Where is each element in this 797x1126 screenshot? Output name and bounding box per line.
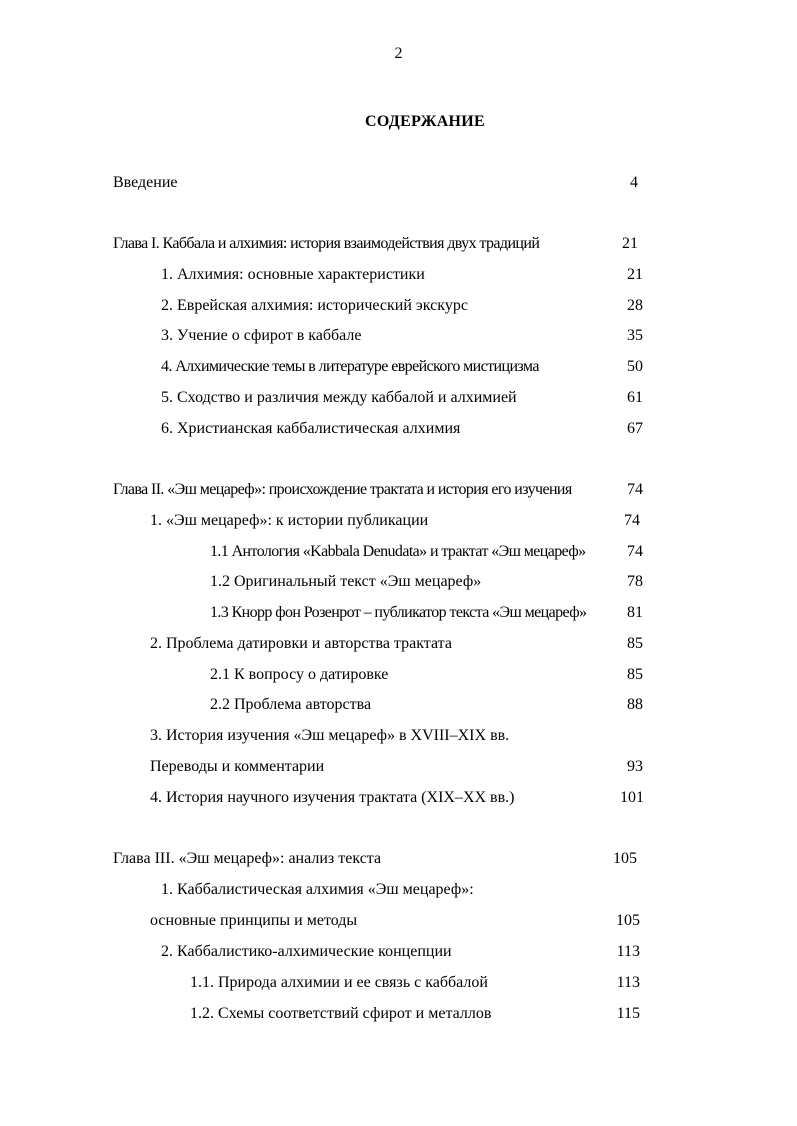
toc-entry-page: 78 [627, 573, 643, 590]
toc-entry-label: 1. «Эш мецареф»: к истории публикации [150, 512, 429, 529]
toc-entry-page: 115 [616, 1005, 640, 1022]
toc-entry[interactable] [210, 542, 586, 562]
toc-entry[interactable] [150, 911, 357, 931]
toc-entry-label: 4. История научного изучения трактата (XIX–XX вв.) [150, 789, 515, 806]
toc-entry-label: 1.2. Схемы соответствий сфирот и металлов [190, 1005, 492, 1022]
toc-chapter[interactable] [113, 480, 572, 500]
toc-entry-page: 50 [627, 358, 643, 375]
toc-entry-label: 3. История изучения «Эш мецареф» в XVIII–XIX вв. [150, 727, 510, 744]
toc-entry-page: 74 [624, 512, 640, 529]
toc-entry[interactable] [161, 326, 362, 346]
toc-entry[interactable] [190, 1004, 491, 1024]
toc-entry-label: основные принципы и методы [150, 912, 358, 929]
toc-chapter[interactable] [113, 849, 381, 869]
toc-entry-label: 1.3 Кнорр фон Розенрот – публикатор текста «Эш мецареф» [210, 604, 587, 621]
toc-entry-label: 2.1 К вопросу о датировке [210, 666, 389, 683]
toc-entry[interactable] [210, 603, 586, 623]
toc-entry-page: 28 [627, 297, 643, 314]
toc-entry[interactable] [210, 695, 371, 715]
toc-entry-label: Переводы и комментарии [150, 758, 325, 775]
toc-entry-page: 105 [616, 912, 640, 929]
toc-entry-page: 85 [627, 635, 643, 652]
toc-entry-page: 35 [627, 327, 643, 344]
toc-entry[interactable] [150, 511, 428, 531]
toc-entry-label: 3. Учение о сфирот в каббале [161, 327, 362, 344]
toc-entry[interactable] [161, 419, 460, 439]
toc-entry[interactable] [190, 973, 488, 993]
page-number: 2 [394, 45, 403, 62]
toc-entry-label: 2.2 Проблема авторства [210, 696, 372, 713]
toc-entry-page: 93 [627, 758, 643, 775]
toc-entry[interactable] [113, 173, 178, 193]
toc-entry-page: 74 [627, 543, 643, 560]
toc-entry[interactable] [161, 357, 539, 377]
toc-entry[interactable] [161, 296, 468, 316]
toc-entry-label: 1.1 Антология «Kabbala Denudata» и трактат «Эш мецареф» [210, 543, 586, 560]
toc-entry-page: 101 [620, 789, 644, 806]
toc-entry-label: 2. Каббалистико-алхимические концепции [161, 943, 452, 960]
toc-entry-page: 74 [627, 481, 643, 498]
toc-entry[interactable] [210, 572, 481, 592]
toc-entry-page: 21 [627, 266, 643, 283]
toc-entry-label: 1. Алхимия: основные характеристики [161, 266, 425, 283]
toc-entry-label: 6. Христианская каббалистическая алхимия [161, 420, 461, 437]
toc-entry[interactable] [150, 726, 509, 746]
toc-entry[interactable] [150, 757, 324, 777]
toc-entry[interactable] [210, 665, 388, 685]
toc-entry-page: 4 [630, 174, 638, 191]
toc-entry-label: Глава II. «Эш мецареф»: происхождение трактата и история его изучения [113, 481, 572, 498]
toc-entry[interactable] [161, 265, 425, 285]
toc-entry-label: 4. Алхимические темы в литературе еврейского мистицизма [161, 358, 539, 375]
toc-entry[interactable] [150, 788, 515, 808]
toc-entry-page: 21 [622, 235, 638, 252]
toc-entry[interactable] [150, 634, 452, 654]
toc-entry-page: 61 [627, 389, 643, 406]
toc-entry[interactable] [161, 942, 452, 962]
page-title: СОДЕРЖАНИЕ [364, 113, 486, 130]
toc-entry-label: 5. Сходство и различия между каббалой и алхимией [161, 389, 517, 406]
toc-entry-page: 105 [613, 850, 637, 867]
toc-entry-label: Глава III. «Эш мецареф»: анализ текста [113, 850, 382, 867]
toc-entry-page: 85 [627, 666, 643, 683]
toc-entry-label: 2. Проблема датировки и авторства трактата [150, 635, 452, 652]
toc-entry-label: 1. Каббалистическая алхимия «Эш мецареф»: [161, 881, 474, 898]
toc-entry-label: Введение [113, 174, 178, 191]
toc-entry[interactable] [161, 388, 517, 408]
toc-entry-page: 67 [627, 420, 643, 437]
toc-entry-page: 88 [627, 696, 643, 713]
toc-entry-page: 113 [616, 974, 640, 991]
toc-entry-page: 113 [616, 943, 640, 960]
toc-entry[interactable] [161, 880, 474, 900]
toc-entry-label: 2. Еврейская алхимия: исторический экскурс [161, 297, 468, 314]
toc-chapter[interactable] [113, 234, 539, 254]
toc-entry-label: Глава I. Каббала и алхимия: история взаимодействия двух традиций [113, 235, 540, 252]
toc-entry-page: 81 [627, 604, 643, 621]
toc-entry-label: 1.1. Природа алхимии и ее связь с каббалой [190, 974, 488, 991]
toc-entry-label: 1.2 Оригинальный текст «Эш мецареф» [210, 573, 482, 590]
